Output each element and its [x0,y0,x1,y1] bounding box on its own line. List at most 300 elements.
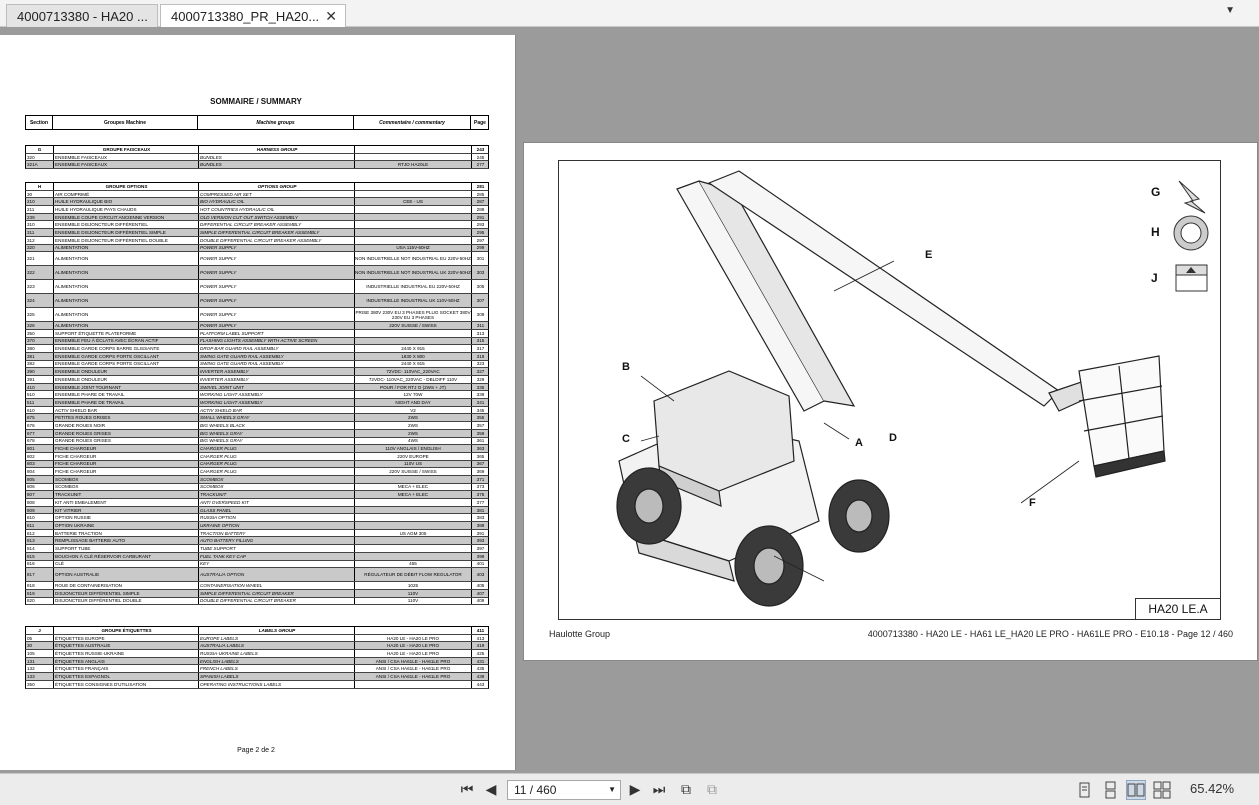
cell-sec: 320 [27,154,35,160]
cell-sec: 381 [27,353,35,359]
cell-fr: REMPLISSAGE BATTERIE AUTO [53,537,198,544]
zoom-level[interactable]: 65.42% [1190,781,1235,796]
table-row[interactable] [25,399,489,407]
cell-sec: J [38,627,41,633]
cell-en: BIG WHEELS BLACK [198,422,354,429]
cell-pg: 311 [471,322,489,329]
cell-en: RUSSIA OPTION [198,514,354,521]
cell-en: FLASHING LIGHTS ASSEMBLY WITH ACTIVE SCREEN [198,338,354,345]
cell-en: SWING GATE GUARD RAIL ASSEMBLY [198,361,354,368]
cell-sec: 801 [27,446,35,452]
cell-fr: ALIMENTATION [53,252,198,265]
cell-en: CHARGER PLUG [198,461,354,468]
cell-sec: 808 [27,499,35,505]
cell-sec: 210 [27,199,35,205]
cell-sec: 675 [27,415,35,421]
table-row[interactable] [25,514,489,522]
cell-pg: 425 [471,650,489,657]
cell-en: POWER SUPPLY [198,322,354,329]
cell-pg: 345 [471,407,489,414]
cell-fr: ENSEMBLE COUPE CIRCUIT ANCIENNE VERSION [53,214,198,221]
pdf-page-summary [0,35,516,770]
tab-document-1[interactable] [6,4,158,27]
cell-pg: 431 [471,658,489,665]
drawing-frame [558,160,1221,620]
header-fr: Groupes Machine [53,116,198,129]
cell-com: 110V ANGLAIS / ENGLISH [354,445,471,452]
cell-fr: ÉTIQUETTES EUROPE [53,635,198,642]
electrical-icon [1179,181,1205,213]
cell-com: INDUSTRIELLE INDUSTRIAL UK 110V-50HZ [354,294,471,307]
callout-f: F [1029,497,1036,509]
cell-fr: FICHE CHARGEUR [53,453,198,460]
cell-en: TRACTION BATTERY [198,530,354,537]
table-row[interactable] [25,422,489,430]
cell-pg: 297 [471,237,489,244]
close-icon[interactable]: ✕ [325,8,337,24]
cell-sec: 310 [27,222,35,228]
cell-fr: ÉTIQUETTES RUSSIE-UKRAINE [53,650,198,657]
cell-fr: ENSEMBLE DISJONCTEUR DIFFÉRENTIEL SIMPLE [53,229,198,236]
cell-en: CHARGER PLUG [198,468,354,475]
table-row[interactable] [25,561,489,569]
cell-fr: ALIMENTATION [53,322,198,329]
table-row[interactable] [25,229,489,237]
cell-pg: 339 [471,391,489,398]
cell-sec: 105 [27,650,35,656]
cell-en: ANTI OVERSPEED KIT [198,499,354,506]
table-row[interactable] [25,345,489,353]
cell-com: 72VDC- 110VAC_220VAC [354,368,471,375]
two-page-icon [1127,781,1145,799]
side-label-j: J [1151,271,1158,285]
cell-sec: 676 [27,422,35,428]
cell-sec: 814 [27,545,35,551]
callout-b: B [622,361,630,373]
table-row[interactable] [25,191,489,199]
cell-sec: 809 [27,507,35,513]
table-row[interactable] [25,237,489,245]
cell-sec: 321 [27,256,35,262]
table-row[interactable] [25,368,489,376]
cell-fr: GRANDE ROUES NOIR [53,422,198,429]
cell-com [354,537,471,544]
table-row[interactable] [25,522,489,530]
cell-en: OPTIONS GROUP [198,183,354,190]
cell-com [354,330,471,337]
table-row[interactable] [25,650,489,658]
cell-pg: 383 [471,514,489,521]
cell-sec: 326 [27,323,35,329]
cell-fr: CLÉ [53,561,198,568]
cell-en: ACTIV SHIELD BAR [198,407,354,414]
cell-fr: ÉTIQUETTES ANGLAIS [53,658,198,665]
cell-en: AUSTRALIA LABELS [198,642,354,649]
cell-sec: 322 [27,270,35,276]
cell-com: V2 [354,407,471,414]
table-group-header[interactable] [25,146,489,154]
cell-fr: GRANDE ROUES GRISES [53,438,198,445]
table-header [25,115,489,130]
labels-icon [1176,265,1207,291]
cell-com: 2WS [354,422,471,429]
cell-sec: 211 [27,206,35,212]
table-group-header[interactable] [25,183,489,191]
cell-pg: 305 [471,280,489,293]
cell-pg: 375 [471,491,489,498]
cell-sec: 380 [27,346,35,352]
cell-en: DOUBLE DIFFERENTIAL CIRCUIT BREAKER [198,598,354,605]
cell-pg: 401 [471,561,489,568]
cell-fr: ALIMENTATION [53,308,198,321]
table-row[interactable] [25,445,489,453]
continuous-view-button[interactable] [1100,780,1120,800]
cell-pg: 407 [471,590,489,597]
table-row[interactable] [25,453,489,461]
cell-fr: GROUPE ÉTIQUETTES [53,627,198,634]
cell-com [354,183,471,190]
cell-sec: 30 [27,643,33,649]
table-row[interactable] [25,330,489,338]
toc-block-harness [25,145,489,169]
cell-pg: 381 [471,507,489,514]
table-row[interactable] [25,280,489,294]
cell-pg: 439 [471,673,489,680]
cell-en: KEY [198,561,354,568]
navigation-toolbar [0,773,1259,805]
cell-com: 2WS [354,430,471,437]
cell-com [354,206,471,213]
cell-en: HOT COUNTRIES HYDRAULIC OIL [198,206,354,213]
table-row[interactable] [25,553,489,561]
cell-sec: 804 [27,469,35,475]
cell-pg: 399 [471,553,489,560]
table-row[interactable] [25,507,489,515]
cell-en: CONTAINERISATION WHEEL [198,582,354,589]
cell-pg: 413 [471,635,489,642]
next-page-button[interactable]: ▶ [629,780,641,797]
cell-pg: 409 [471,598,489,605]
table-group-header[interactable] [25,627,489,635]
cell-en: AUTO BATTERY FILLING [198,537,354,544]
cell-sec: 324 [27,298,35,304]
table-row[interactable] [25,430,489,438]
cell-en: RUSSIA-UKRAINE LABELS [198,650,354,657]
two-page-view-button[interactable] [1126,780,1146,800]
cell-pg: 393 [471,537,489,544]
cell-fr: ENSEMBLE ONDULEUR [53,376,198,383]
cell-pg: 317 [471,345,489,352]
cell-com: USA 115V-60HZ [354,245,471,252]
cell-com [354,522,471,529]
cell-en: SWIVEL JOINT UNIT [198,384,354,391]
cell-en: POWER SUPPLY [198,308,354,321]
table-row[interactable] [25,266,489,280]
cell-pg: 373 [471,484,489,491]
cell-sec: 05 [27,635,33,641]
cell-fr: ÉTIQUETTES FRANÇAIS [53,665,198,672]
cell-com: HA20 LE - HA20 LE PRO [354,650,471,657]
cell-com [354,191,471,198]
cell-fr: ÉTIQUETTES AUSTRALIE [53,642,198,649]
cell-pg: 307 [471,294,489,307]
cell-pg: 391 [471,530,489,537]
table-row[interactable] [25,161,489,169]
cell-pg: 315 [471,338,489,345]
cell-com [354,154,471,161]
chevron-down-icon[interactable]: ▼ [1225,5,1235,16]
cell-en: CHARGER PLUG [198,453,354,460]
two-page-continuous-button[interactable] [1152,780,1172,800]
previous-view-icon[interactable]: ⧉ [681,780,691,797]
page-title: SOMMAIRE / SUMMARY [210,97,302,106]
cell-com [354,338,471,345]
cell-sec: 805 [27,476,35,482]
cell-en: INVERTER ASSEMBLY [198,368,354,375]
cell-sec: 325 [27,312,35,318]
cell-en: SIMPLE DIFFERENTIAL CIRCUIT BREAKER [198,590,354,597]
table-row[interactable] [25,245,489,253]
table-row[interactable] [25,221,489,229]
cell-en: DROP BAR GUARD RAIL ASSEMBLY [198,345,354,352]
cell-sec: 510 [27,392,35,398]
cell-fr: GROUPE FAISCEAUX [53,146,198,153]
toc-block-options [25,182,489,605]
cell-sec: 30 [27,191,33,197]
cell-en: AUSTRALIA OPTION [198,568,354,581]
table-row[interactable] [25,642,489,650]
single-page-view-button[interactable] [1074,780,1094,800]
cell-sec: 390 [27,369,35,375]
cell-fr: FICHE CHARGEUR [53,468,198,475]
cell-fr: OPTION AUSTRALIE [53,568,198,581]
cell-com [354,237,471,244]
next-view-icon[interactable]: ⧉ [707,780,717,797]
table-row[interactable] [25,198,489,206]
cell-en: POWER SUPPLY [198,294,354,307]
cell-com: 110V US [354,461,471,468]
cell-com: INDUSTRIELLE INDUSTRIAL EU 220V-50HZ [354,280,471,293]
cell-pg: 341 [471,399,489,406]
cell-com [354,681,471,688]
page-indicator: 11 / 460 [514,783,557,797]
cell-en: FRENCH LABELS [198,665,354,672]
cell-en: SCOMBOX [198,476,354,483]
cell-fr: KIT ANTI EMBALEMENT [53,499,198,506]
last-page-button[interactable]: ⏭ [652,780,666,797]
table-row[interactable] [25,206,489,214]
machine-drawing [559,161,1222,621]
table-row[interactable] [25,294,489,308]
cell-pg: 301 [471,252,489,265]
cell-sec: 382 [27,361,35,367]
table-row[interactable] [25,530,489,538]
cell-en: BUNDLES [198,154,354,161]
cell-en: SWING GATE GUARD RAIL ASSEMBLY [198,353,354,360]
cell-fr: TRACKUNIT [53,491,198,498]
cell-en: WORKING LIGHT ASSEMBLY [198,399,354,406]
cell-fr: ÉTIQUETTES CONSIGNES D'UTILISATION [53,681,198,688]
cell-fr: HUILE HYDRAULIQUE PAYS CHAUDS [53,206,198,213]
table-row[interactable] [25,438,489,446]
table-row[interactable] [25,598,489,606]
cell-com: 2440 X 915 [354,345,471,352]
cell-fr: BATTERIE TRACTION [53,530,198,537]
cell-pg: 367 [471,461,489,468]
cell-com: NIGHT AND DAY [354,399,471,406]
cell-pg: 309 [471,308,489,321]
table-row[interactable] [25,353,489,361]
cell-en: FUEL TANK KEY CAP [198,553,354,560]
cell-fr: ENSEMBLE PHARE DE TRAVAIL [53,391,198,398]
cell-com: CEE - US [354,198,471,205]
cell-fr: PETITES ROUES GRISES [53,414,198,421]
cell-en: BIG WHEELS GRAY [198,430,354,437]
table-row[interactable] [25,414,489,422]
continuous-page-icon [1101,781,1119,799]
cell-sec: H [37,183,42,189]
cell-pg: 363 [471,445,489,452]
table-row[interactable] [25,468,489,476]
cell-com: PRISE 380V 230V EU 3 PHASES PLUG SOCKET 380V 230V EU 3 PHASES [355,309,471,320]
table-row[interactable] [25,476,489,484]
cell-fr: SCOMBOX [53,484,198,491]
table-row[interactable] [25,461,489,469]
table-row[interactable] [25,214,489,222]
cell-fr: SUPPORT TUBE [53,545,198,552]
table-row[interactable] [25,484,489,492]
cell-sec: 817 [27,572,35,578]
table-row[interactable] [25,384,489,392]
previous-page-button[interactable]: ◀ [485,780,497,797]
table-row[interactable] [25,338,489,346]
table-row[interactable] [25,582,489,590]
table-row[interactable] [25,590,489,598]
cell-pg: 323 [471,361,489,368]
cell-sec: 131 [27,658,35,664]
cell-sec: 350 [27,681,35,687]
table-row[interactable] [25,537,489,545]
cell-fr: DISJONCTEUR DIFFÉRENTIEL SIMPLE [53,590,198,597]
cell-sec: 410 [27,384,35,390]
cell-fr: ALIMENTATION [53,266,198,279]
header-comment: Commentaire / commentary [354,116,471,129]
cell-pg: 285 [471,191,489,198]
table-row[interactable] [25,568,489,582]
cell-pg: 411 [471,627,489,634]
cell-pg: 277 [471,161,489,168]
cell-fr: FICHE CHARGEUR [53,461,198,468]
table-row[interactable] [25,154,489,162]
cell-sec: 818 [27,583,35,589]
side-label-g: G [1151,185,1161,199]
cell-sec: 819 [27,590,35,596]
cell-pg: 357 [471,422,489,429]
cell-fr: ENSEMBLE DISJONCTEUR DIFFÉRENTIEL [53,221,198,228]
cell-com: MECA + ELEC [354,484,471,491]
cell-com: 1025 [354,582,471,589]
toc-block-labels [25,626,489,689]
table-row[interactable] [25,665,489,673]
cell-com: NON INDUSTRIELLE NOT INDUSTRIAL UK 220V-50HZ [354,266,471,279]
cell-com: 220V SUISSE / SWISS [354,468,471,475]
cell-pg: 287 [471,198,489,205]
table-row[interactable] [25,491,489,499]
cell-en: COMPRESSED AIR SET [198,191,354,198]
callout-c: C [622,433,630,445]
cell-com: 2WS [354,414,471,421]
cell-fr: AIR COMPRIMÉ [53,191,198,198]
table-row[interactable] [25,545,489,553]
table-row[interactable] [25,658,489,666]
cell-fr: SUPPORT ÉTIQUETTE PLATEFORME [53,330,198,337]
cell-sec: 813 [27,538,35,544]
cell-en: GLASS PANEL [198,507,354,514]
cell-pg: 295 [471,229,489,236]
cell-sec: 811 [27,522,35,528]
cell-pg: 281 [471,183,489,190]
callout-a: A [855,437,863,449]
cell-fr: ROUE DE CONTAINERISATION [53,582,198,589]
chevron-down-icon[interactable]: ▼ [608,785,616,794]
table-row[interactable] [25,681,489,689]
cell-com [354,229,471,236]
cell-com: 72VDC- 110VAC_220VAC - DBLDIFF 110V [354,376,471,383]
table-row[interactable] [25,361,489,369]
table-row[interactable] [25,308,489,322]
cell-com: HA20 LE - HA20 LE PRO [354,642,471,649]
table-row[interactable] [25,376,489,384]
table-row[interactable] [25,322,489,330]
table-row[interactable] [25,635,489,643]
cell-com: POUR / FOR RTJ O (2WS + JT) [354,384,471,391]
cell-en: POWER SUPPLY [198,266,354,279]
cell-en: POWER SUPPLY [198,280,354,293]
table-row[interactable] [25,499,489,507]
cell-en: LABELS GROUP [198,627,354,634]
table-row[interactable] [25,252,489,266]
cell-sec: 133 [27,673,35,679]
cell-fr: ENSEMBLE FEU À ÉCLATS AVEC ÉCRAN ACTIF [53,338,198,345]
table-row[interactable] [25,391,489,399]
cell-sec: 815 [27,553,35,559]
cell-fr: GROUPE OPTIONS [53,183,198,190]
tab-document-2[interactable] [160,4,346,27]
cell-fr: ENSEMBLE GARDE CORPS PORTE OSCILLANT [53,361,198,368]
cell-sec: 803 [27,461,35,467]
cell-fr: ACTIV SHIELD BAR [53,407,198,414]
cell-pg: 327 [471,368,489,375]
cell-sec: 511 [27,399,35,405]
cell-pg: 369 [471,468,489,475]
cell-com: 1830 X 800 [354,353,471,360]
tab-label: 4000713380_PR_HA20... [171,9,320,24]
page-footer-left: Haulotte Group [549,629,611,639]
cell-sec: 132 [27,666,35,672]
cell-fr: ALIMENTATION [53,294,198,307]
page-number-input[interactable] [507,780,621,800]
cell-fr: ENSEMBLE ONDULEUR [53,368,198,375]
cell-fr: OPTION UKRAINE [53,522,198,529]
table-row[interactable] [25,407,489,415]
cell-com: ANSI / CSA HA61LE - HA61LE PRO [354,665,471,672]
cell-sec: G [37,146,42,152]
table-row[interactable] [25,673,489,681]
cell-com: MECA + ELEC [354,491,471,498]
pdf-page-drawing [523,142,1258,661]
cell-en: POWER SUPPLY [198,245,354,252]
first-page-button[interactable]: ⏮ [460,780,474,797]
